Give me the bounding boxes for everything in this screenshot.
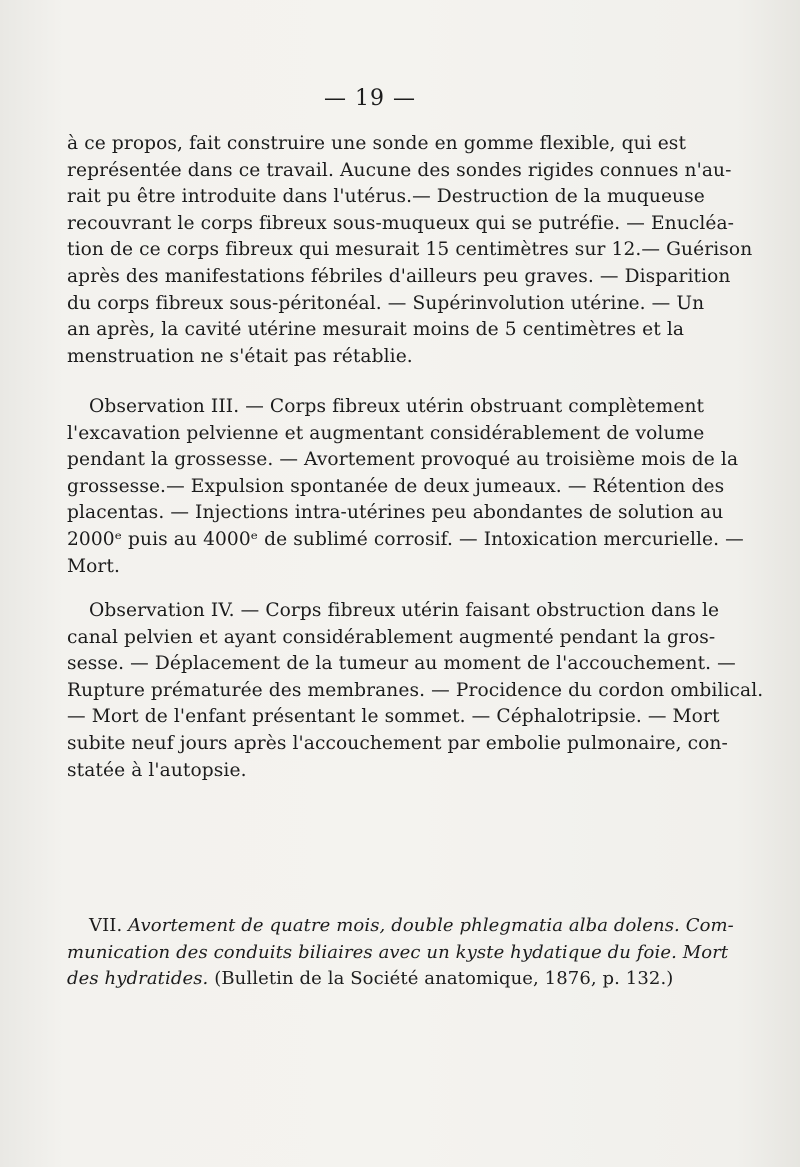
observation-4-paragraph [67, 598, 764, 784]
reference-line [67, 913, 734, 940]
text-line: Observation III. — Corps fibreux utérin obstruant complètement [89, 396, 705, 417]
text-line: grossesse.— Expulsion spontanée de deux jumeaux. — Rétention des [67, 475, 725, 497]
page-number: — 19 — [324, 86, 416, 111]
text-line: 2000ᵉ puis au 4000ᵉ de sublimé corrosif. — Intoxication mercurielle. — [67, 528, 744, 550]
text-line: à ce propos, fait construire une sonde en gomme flexible, qui est [67, 133, 687, 154]
reference-line [67, 940, 729, 967]
text-line: l'excavation pelvienne et augmentant considérablement de volume [67, 422, 705, 444]
paragraph-continuation [67, 131, 753, 370]
text-line: rait pu être introduite dans l'utérus.— Destruction de la muqueuse [67, 186, 705, 208]
text-line: sesse. — Déplacement de la tumeur au moment de l'accouchement. — [67, 653, 736, 675]
text-line: an après, la cavité utérine mesurait moins de 5 centimètres et la [67, 319, 685, 341]
reference-vii [67, 913, 734, 993]
text-line: statée à l'autopsie. [67, 759, 247, 781]
text-line: Rupture prématurée des membranes. — Procidence du cordon ombilical. [67, 679, 764, 701]
text-line: représentée dans ce travail. Aucune des sondes rigides connues n'au- [67, 159, 732, 181]
reference-title-italic: munication des conduits biliaires avec un kyste hydatique du foie. Mort [67, 941, 729, 963]
reference-title-italic: Avortement de quatre mois, double phlegmatia alba dolens. Com- [128, 915, 734, 936]
text-line: du corps fibreux sous-péritonéal. — Supérinvolution utérine. — Un [67, 292, 705, 314]
reference-line [67, 966, 675, 993]
text-line: canal pelvien et ayant considérablement augmenté pendant la gros- [67, 626, 716, 648]
text-line: subite neuf jours après l'accouchement par embolie pulmonaire, con- [67, 732, 728, 754]
text-line: Mort. [67, 555, 121, 577]
text-line: recouvrant le corps fibreux sous-muqueux qui se putréfie. — Enucléa- [67, 212, 735, 234]
text-line: — Mort de l'enfant présentant le sommet. — Céphalotripsie. — Mort [67, 706, 720, 728]
reference-numeral: VII. [89, 915, 123, 936]
text-line: pendant la grossesse. — Avortement provoqué au troisième mois de la [67, 449, 739, 471]
text-line: Observation IV. — Corps fibreux utérin faisant obstruction dans le [89, 600, 720, 621]
reference-title-italic: des hydratides. [67, 968, 209, 990]
text-line: placentas. — Injections intra-utérines peu abondantes de solution au [67, 502, 724, 524]
observation-3-paragraph [67, 394, 744, 580]
reference-citation: (Bulletin de la Société anatomique, 1876, p. 132.) [214, 968, 674, 990]
text-line: tion de ce corps fibreux qui mesurait 15 centimètres sur 12.— Guérison [67, 239, 753, 261]
text-line: après des manifestations fébriles d'ailleurs peu graves. — Disparition [67, 265, 731, 287]
text-line: menstruation ne s'était pas rétablie. [67, 345, 413, 367]
